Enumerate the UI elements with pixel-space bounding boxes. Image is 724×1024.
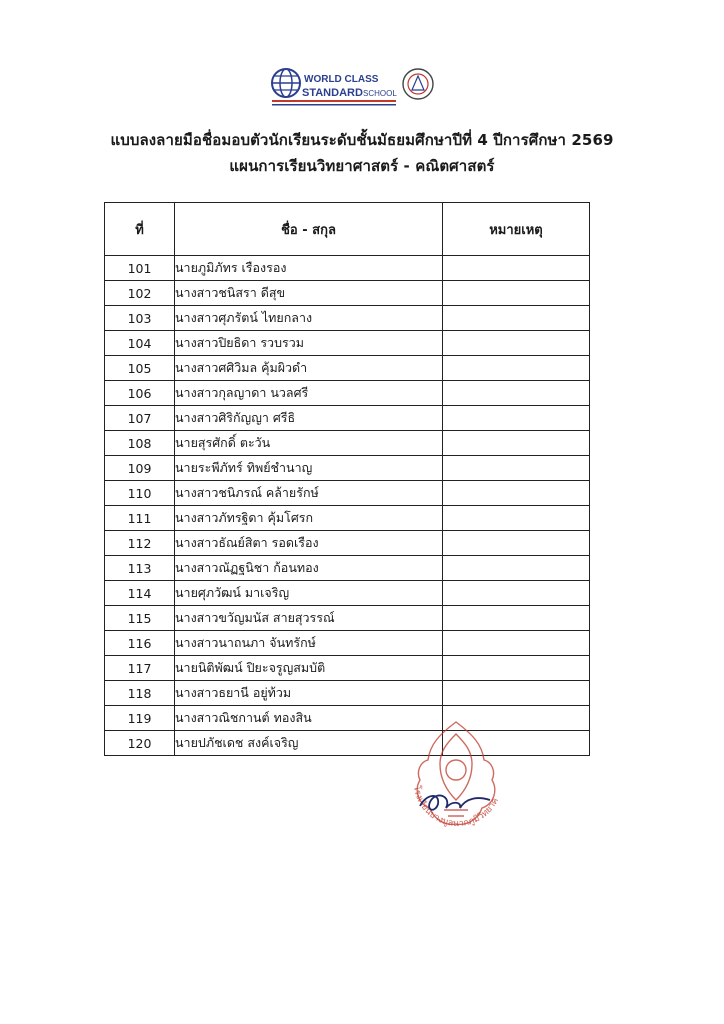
remark-cell xyxy=(443,456,590,481)
student-name: นายภูมิภัทร เรืองรอง xyxy=(175,256,443,281)
student-name: นายนิติพัฒน์ ปิยะจรูญสมบัติ xyxy=(175,656,443,681)
seal-text: โรงเรียนบางมูลนากภูมิวิทยาค xyxy=(410,784,501,830)
row-number: 103 xyxy=(105,306,175,331)
row-number: 113 xyxy=(105,556,175,581)
row-number: 104 xyxy=(105,331,175,356)
world-class-standard-school-logo xyxy=(268,66,454,110)
table-row xyxy=(105,581,590,606)
seal-icon xyxy=(400,716,512,856)
row-number: 101 xyxy=(105,256,175,281)
student-name: นายระพีภัทร์ ทิพย์ชำนาญ xyxy=(175,456,443,481)
logo-text-bottom: SCHOOL xyxy=(363,89,397,98)
student-name: นางสาวณิชกานต์ ทองสิน xyxy=(175,706,443,731)
student-name: นางสาวชนิภรณ์ คล้ายรักษ์ xyxy=(175,481,443,506)
student-name: นางสาวธยานี อยู่ท้วม xyxy=(175,681,443,706)
table-row xyxy=(105,556,590,581)
remark-cell xyxy=(443,481,590,506)
remark-cell xyxy=(443,581,590,606)
table-row xyxy=(105,531,590,556)
row-number: 120 xyxy=(105,731,175,756)
student-name: นางสาวขวัญมนัส สายสุวรรณ์ xyxy=(175,606,443,631)
student-name: นางสาวภัทรฐิดา คุ้มโศรก xyxy=(175,506,443,531)
table-row xyxy=(105,706,590,731)
table-row xyxy=(105,281,590,306)
remark-cell xyxy=(443,681,590,706)
remark-cell xyxy=(443,381,590,406)
column-header-remark: หมายเหตุ xyxy=(443,203,590,256)
student-name: นางสาวชนิสรา ดีสุข xyxy=(175,281,443,306)
table-row xyxy=(105,631,590,656)
remark-cell xyxy=(443,556,590,581)
column-header-number: ที่ xyxy=(105,203,175,256)
student-name: นางสาวธัณย์สิตา รอดเรือง xyxy=(175,531,443,556)
table-row xyxy=(105,656,590,681)
remark-cell xyxy=(443,356,590,381)
remark-cell xyxy=(443,606,590,631)
row-number: 102 xyxy=(105,281,175,306)
row-number: 117 xyxy=(105,656,175,681)
table-row xyxy=(105,456,590,481)
document-subtitle: แผนการเรียนวิทยาศาสตร์ - คณิตศาสตร์ xyxy=(229,157,495,175)
remark-cell xyxy=(443,531,590,556)
row-number: 116 xyxy=(105,631,175,656)
table-row xyxy=(105,381,590,406)
table-row xyxy=(105,506,590,531)
logo-text-mid: STANDARD xyxy=(302,87,363,99)
student-name: นางสาวนาถนภา จันทรักษ์ xyxy=(175,631,443,656)
student-name: นางสาวณัฏฐนิชา ก้อนทอง xyxy=(175,556,443,581)
row-number: 112 xyxy=(105,531,175,556)
row-number: 119 xyxy=(105,706,175,731)
table-row xyxy=(105,431,590,456)
student-name: นางสาวศศิวิมล คุ้มผิวดำ xyxy=(175,356,443,381)
remark-cell xyxy=(443,256,590,281)
row-number: 114 xyxy=(105,581,175,606)
row-number: 105 xyxy=(105,356,175,381)
school-seal-stamp xyxy=(400,716,512,856)
row-number: 106 xyxy=(105,381,175,406)
row-number: 107 xyxy=(105,406,175,431)
student-name: นายศุภวัฒน์ มาเจริญ xyxy=(175,581,443,606)
table-row xyxy=(105,331,590,356)
remark-cell xyxy=(443,431,590,456)
table-row xyxy=(105,356,590,381)
table-row xyxy=(105,306,590,331)
student-name: นางสาวปิยธิดา รวบรวม xyxy=(175,331,443,356)
document-title: แบบลงลายมือชื่อมอบตัวนักเรียนระดับชั้นมัธยมศึกษาปีที่ 4 ปีการศึกษา 2569 xyxy=(110,131,614,149)
row-number: 109 xyxy=(105,456,175,481)
student-name: นายปภัชเดช สงค์เจริญ xyxy=(175,731,443,756)
table-row xyxy=(105,606,590,631)
remark-cell xyxy=(443,406,590,431)
table-row xyxy=(105,681,590,706)
remark-cell xyxy=(443,306,590,331)
student-name: นางสาวศุภรัตน์ ไทยกลาง xyxy=(175,306,443,331)
remark-cell xyxy=(443,331,590,356)
school-logo xyxy=(268,66,454,110)
remark-cell xyxy=(443,506,590,531)
student-name: นางสาวศิริกัญญา ศรีธิ xyxy=(175,406,443,431)
row-number: 108 xyxy=(105,431,175,456)
row-number: 115 xyxy=(105,606,175,631)
student-name: นางสาวกุลญาดา นวลศรี xyxy=(175,381,443,406)
column-header-name: ชื่อ - สกุล xyxy=(175,203,443,256)
table-row xyxy=(105,406,590,431)
row-number: 118 xyxy=(105,681,175,706)
remark-cell xyxy=(443,656,590,681)
table-row xyxy=(105,481,590,506)
remark-cell xyxy=(443,631,590,656)
remark-cell xyxy=(443,281,590,306)
student-name: นายสุรศักดิ์ ตะวัน xyxy=(175,431,443,456)
table-row xyxy=(105,256,590,281)
row-number: 111 xyxy=(105,506,175,531)
table-row xyxy=(105,731,590,756)
svg-text:โรงเรียนบางมูลนากภูมิวิทยาคม xyxy=(400,716,501,829)
logo-text-top: WORLD CLASS xyxy=(304,74,379,85)
row-number: 110 xyxy=(105,481,175,506)
table-header-row xyxy=(105,203,590,256)
student-roster-table xyxy=(104,202,590,756)
